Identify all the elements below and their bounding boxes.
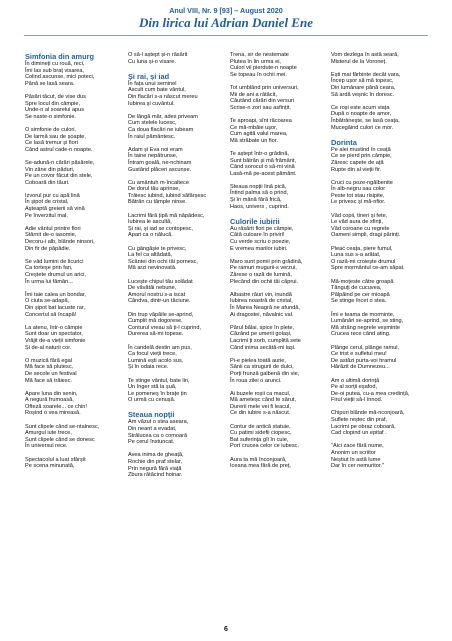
verse-line: Pe ramuri mugurii-s verzui, bbox=[230, 265, 297, 272]
stanza-gap bbox=[128, 239, 224, 246]
poem-title: Și rai, și iad bbox=[128, 71, 170, 81]
verse-line: Coboară din tăuri. bbox=[25, 179, 70, 186]
verse-line: Când astrul cade-n noapte. bbox=[25, 146, 93, 153]
verse-line: Îmi las sub braț visarea, bbox=[25, 67, 85, 74]
verse-line: Din șipot bat lacuste rar, bbox=[25, 304, 86, 311]
verse-line: Trena, sir de nestemate bbox=[230, 52, 289, 58]
verse-line: Lacrimi fără țipă mă năpădesc, bbox=[128, 212, 205, 219]
verse-line: Crucea rece când ating. bbox=[331, 331, 391, 338]
verse-line: Îmi e teama de morminte, bbox=[331, 311, 395, 318]
text-column-2 bbox=[128, 52, 224, 479]
stanza-gap bbox=[230, 177, 326, 184]
stanza-gap bbox=[331, 65, 427, 72]
verse-line: Ce roși este acum viața bbox=[331, 104, 390, 111]
verse-line: Gustând plăceri ascunse. bbox=[128, 166, 192, 173]
verse-line: Iubirea noastră de cristal, bbox=[230, 298, 293, 305]
stanza-gap bbox=[331, 404, 427, 411]
verse-line: De văvătăi nebune, bbox=[128, 285, 177, 292]
verse-line: Spectacolul a luat sfârșit bbox=[25, 456, 86, 463]
verse-line: Scrise-n zori sau asfințit. bbox=[230, 104, 291, 111]
verse-line: Lumină ești acolo sus, bbox=[128, 357, 184, 364]
stanza-gap bbox=[25, 252, 121, 259]
verse-line: Pe al sorții eșafod, bbox=[331, 384, 378, 391]
verse-line: Sunt clipele când se donesc bbox=[25, 436, 95, 443]
verse-line: Pleać ceața, piere fumul, bbox=[331, 245, 393, 252]
verse-line: "Aici zace fără nume, bbox=[331, 443, 384, 450]
verse-line: Întram goală, ne-nchinam bbox=[128, 159, 192, 166]
verse-line: Mă face să plutesc, bbox=[25, 364, 74, 371]
verse-line: Ce lasă tremur și fiori bbox=[25, 140, 78, 147]
verse-line: Plecând din ochii tăi căprui. bbox=[230, 278, 299, 285]
verse-line: Părul bălai, spice în plete, bbox=[230, 324, 295, 331]
verse-line: Pe scena minunată, bbox=[25, 463, 75, 470]
verse-line: Bat suferința gîi în cuie, bbox=[230, 436, 289, 443]
verse-line: Și în odaia rece. bbox=[128, 364, 169, 371]
verse-line: Lasă-mă pe-acest pământ. bbox=[230, 170, 297, 177]
verse-line: Iubirea și cuvântul. bbox=[128, 100, 175, 107]
verse-line: Te aproapi, sînt răcoarea bbox=[230, 117, 292, 124]
verse-line: O simfonie de culori, bbox=[25, 126, 76, 133]
verse-line: Îmi taie calea un bondar, bbox=[25, 291, 86, 298]
verse-line: Pe înverzitul mal. bbox=[25, 212, 68, 219]
stanza-gap bbox=[331, 131, 427, 138]
verse-line: Peste tot stau risipite, bbox=[331, 192, 385, 199]
verse-line: Te stinge vântul, bate lin, bbox=[128, 377, 190, 384]
verse-line: O rază-mi croiește drumul bbox=[331, 258, 396, 265]
stanza-gap bbox=[128, 371, 224, 378]
poem-title: Steaua nopții bbox=[128, 410, 175, 420]
verse-line: Ce mă-mbăie ușor, bbox=[230, 124, 278, 131]
verse-line: Te aștept într-o grădină, bbox=[230, 150, 290, 157]
verse-line: Amorul nostru s-a iscat bbox=[128, 291, 186, 298]
verse-line: A negură frumoasă, bbox=[25, 397, 74, 404]
verse-line: De secole un festival bbox=[25, 370, 77, 377]
verse-line: Sunt doar un spectator, bbox=[25, 331, 83, 338]
verse-line: Ești mai fărbinte decât vara, bbox=[331, 71, 401, 78]
stanza-gap bbox=[230, 78, 326, 85]
verse-line: Vin zâne din păduri, bbox=[25, 166, 75, 173]
poem-title: Dorinta bbox=[331, 137, 357, 147]
verse-line: În urma lui fămân... bbox=[25, 278, 73, 285]
verse-line: Apari ca o nălucă. bbox=[128, 232, 173, 239]
verse-line: Lumânări se-aprind, se sting, bbox=[331, 318, 404, 325]
stanza-gap bbox=[230, 351, 326, 358]
verse-line: Cumplit mă dogorese, bbox=[128, 318, 183, 325]
verse-line: Căzând pe umerii golași, bbox=[230, 331, 292, 338]
verse-line: Mă strâng negrele veșminte bbox=[331, 324, 401, 331]
verse-line: Hărăzit de Dumnezeu... bbox=[331, 364, 390, 371]
verse-line: Le văd aura de sfinți, bbox=[331, 219, 383, 226]
verse-line: Din lumânare până ceara, bbox=[331, 84, 396, 91]
verse-line: Pi-e pielea toată aurie, bbox=[230, 357, 286, 364]
verse-line: Culori vii pierdute-n noapte bbox=[230, 65, 297, 72]
verse-line: Pe un covor făcut din stele, bbox=[25, 173, 93, 180]
verse-line: Lacrimi ți sorb, cumplită sete bbox=[230, 337, 301, 344]
stanza-gap bbox=[25, 219, 121, 226]
verse-line: Au răsărit flori pe câmpie, bbox=[230, 225, 294, 232]
verse-line: Port crucea celor ce iubesc. bbox=[230, 443, 300, 450]
verse-line: Întind palma să o prind, bbox=[230, 190, 289, 197]
verse-line: Ce trist e sufletul meu! bbox=[331, 351, 387, 358]
verse-line: Colind ascunse, mici poteci, bbox=[25, 74, 95, 81]
verse-line: Sânii ca strugurii de dulci, bbox=[230, 364, 294, 371]
page-number: 6 bbox=[224, 626, 228, 633]
verse-line: Anonim un scriitor bbox=[331, 450, 376, 457]
verse-line: Să ardă veșnic în doresc. bbox=[331, 91, 395, 98]
verse-line: Strălucea ca o comoară bbox=[128, 432, 188, 439]
verse-line: Văd copii, tineri și fete, bbox=[331, 212, 388, 219]
verse-line: Din neant a evadat, bbox=[128, 426, 177, 433]
verse-line: Lacrimi pe obraz coboară, bbox=[331, 423, 396, 430]
stanza-gap bbox=[331, 371, 427, 378]
verse-line: Maro sunt pomii prin grădină, bbox=[230, 258, 303, 265]
stanza-gap bbox=[128, 65, 224, 72]
stanza-gap bbox=[331, 437, 427, 444]
verse-line: Când inima secătă-mi lași. bbox=[230, 344, 296, 351]
verse-line: În universul rece. bbox=[25, 443, 68, 450]
stanza-gap bbox=[128, 272, 224, 279]
verse-line: Bătrân cu tâmple ninse. bbox=[128, 199, 187, 206]
verse-line: Firul vieții să-l înnod. bbox=[331, 397, 383, 404]
stanza-gap bbox=[230, 417, 326, 424]
verse-line: Avea inima de gheață, bbox=[128, 452, 184, 459]
verse-line: Am o ultimă dorință bbox=[331, 377, 380, 384]
verse-line: În alb-negru sau color bbox=[331, 186, 386, 193]
verse-line: Pe cerul înstuncat. bbox=[128, 439, 175, 446]
verse-line: Din fir de păpădie. bbox=[25, 245, 71, 252]
verse-line: Și în mână fără frică, bbox=[230, 197, 282, 204]
verse-line: Ofteză soarele... ce chin! bbox=[25, 403, 87, 410]
verse-line: Le pomeneș în brațe țin bbox=[128, 390, 187, 397]
stanza-gap bbox=[331, 272, 427, 279]
verse-line: În Marea Neagră ne afundă, bbox=[230, 304, 300, 311]
verse-line: Steaua nopții lină pică, bbox=[230, 183, 287, 190]
verse-line: Apare luna din senin, bbox=[25, 390, 78, 397]
verse-line: Când sorocul o să-mi vină bbox=[230, 164, 295, 171]
verse-line: Ca torteșe prin fan, bbox=[25, 265, 73, 272]
verse-line: Plânge cerul, plânge ramul, bbox=[331, 344, 400, 351]
verse-line: Sunt bătrân și mă frământ, bbox=[230, 157, 296, 164]
verse-line: Contur de antică statuie, bbox=[230, 423, 291, 430]
stanza-gap bbox=[331, 98, 427, 105]
verse-line: Spre locul din câmpie, bbox=[25, 100, 81, 107]
verse-line: Cruci cu poze-ngălbenite bbox=[331, 179, 393, 186]
text-column-3 bbox=[230, 52, 326, 470]
verse-line: O urmă cu cenușă. bbox=[128, 397, 176, 404]
verse-line: În dimineți cu rouă, reci, bbox=[25, 61, 85, 67]
verse-line: La atenu, într-o câmpie bbox=[25, 324, 83, 331]
stanza-gap bbox=[128, 140, 224, 147]
verse-line: Tot umblând prin universuri, bbox=[230, 84, 299, 91]
verse-line: O ciuta se-adapă, bbox=[25, 298, 70, 305]
verse-line: E vremea marilor iubiri. bbox=[230, 245, 288, 252]
verse-line: Sunt clipele când se-ntalnesc, bbox=[25, 423, 100, 430]
verse-line: Din flacări s-a născut mereu bbox=[128, 93, 198, 100]
stanza-gap bbox=[230, 210, 326, 217]
verse-line: Mucegăind culori ce mor. bbox=[331, 124, 394, 131]
verse-line: Se topeau în ochii mei. bbox=[230, 71, 287, 78]
verse-line: Pălpăind pe cer mioapă bbox=[331, 291, 390, 298]
stanza-gap bbox=[25, 120, 121, 127]
verse-line: Cu gângășie te privesc, bbox=[128, 245, 187, 252]
verse-line: Pe alei mustind în ceață bbox=[331, 146, 391, 153]
verse-line: Ai buzele roșii ca macul, bbox=[230, 390, 291, 397]
stanza-gap bbox=[25, 186, 121, 193]
verse-line: Un înger stă la șuă, bbox=[128, 384, 177, 391]
verse-line: Amurgul iute trece, bbox=[25, 430, 72, 437]
page-title: Din lirica lui Adrian Daniel Ene bbox=[139, 15, 313, 30]
verse-line: Conturul vreau să ți-l cuprind, bbox=[128, 324, 202, 331]
verse-line: Rupte din al vieții fir. bbox=[331, 166, 382, 173]
header-divider bbox=[24, 35, 428, 36]
verse-line: Mă străbate un fior. bbox=[230, 137, 278, 144]
verse-line: Porți frunză galbenă din vie, bbox=[230, 370, 300, 377]
verse-line: Iubirea le ascultă, bbox=[128, 219, 172, 226]
verse-line: Durerea să-mi topese. bbox=[128, 331, 184, 338]
verse-line: Așteaptă greierii să vină bbox=[25, 206, 85, 213]
verse-line: Văd coroane cu regrete bbox=[331, 225, 390, 232]
verse-line: Le privesc și mă-nfior. bbox=[331, 199, 386, 206]
verse-line: Suflete reștec din praf, bbox=[331, 417, 387, 424]
stanza-gap bbox=[230, 144, 326, 151]
stanza-gap bbox=[331, 173, 427, 180]
verse-line: Vrăjit de-a vieții simfonie bbox=[25, 337, 86, 344]
verse-line: Am văzut o stea aseara, bbox=[128, 419, 189, 426]
verse-line: O muzică fără egal bbox=[25, 357, 72, 364]
verse-line: Cum stelele lucesc, bbox=[128, 120, 177, 127]
verse-line: Încep ușor să mă topesc, bbox=[331, 78, 394, 85]
verse-line: Luna sus s-a arătat, bbox=[331, 252, 381, 259]
stanza-gap bbox=[128, 206, 224, 213]
stanza-gap bbox=[25, 318, 121, 325]
verse-line: Concertul să încapă! bbox=[25, 311, 77, 318]
verse-line: De lângă măr, ades priveam bbox=[128, 113, 198, 120]
verse-line: Mă-moțeste către groapă bbox=[331, 278, 394, 285]
verse-line: Misterul de la Voroneț. bbox=[331, 58, 387, 65]
verse-line: Lucește chipul tău solădat bbox=[128, 278, 193, 285]
verse-line: Ascult cum bate vântul, bbox=[128, 87, 186, 94]
verse-line: Din trup văpăile se-aprind, bbox=[128, 311, 194, 318]
verse-line: Și de-al naturii cor. bbox=[25, 344, 72, 351]
verse-line: Înbătrânește, se lasă ceața, bbox=[331, 117, 400, 124]
verse-line: Mii de ani a rătăcit, bbox=[230, 91, 277, 98]
verse-line: Ca doua flacări ne iubeam bbox=[128, 126, 194, 133]
verse-line: Dar în cer nemuritor." bbox=[331, 463, 384, 470]
verse-line: În fața unui seminel bbox=[128, 80, 177, 87]
verse-line: Ce din iubire s-a născut. bbox=[230, 410, 291, 417]
verse-line: Tănguți de cucuvea, bbox=[331, 285, 382, 292]
verse-line: Mă ameteșc când te sărut, bbox=[230, 397, 296, 404]
text-column-4 bbox=[331, 52, 427, 470]
verse-line: În taine nepătrunse, bbox=[128, 153, 178, 160]
verse-line: Cu patimi sidefii ciopesc, bbox=[230, 430, 292, 437]
verse-line: Ce se pierd prin câmpie, bbox=[331, 153, 392, 160]
verse-line: Și rai, și iad se contopesc, bbox=[128, 225, 193, 232]
stanza-gap bbox=[128, 173, 224, 180]
verse-line: Scântei din ochi tăi pornesc, bbox=[128, 258, 198, 265]
verse-line: Trăiesc iubind, iubind săfârșesc bbox=[128, 192, 207, 199]
text-column-1 bbox=[25, 52, 121, 470]
verse-line: Căutând cărări din versuri bbox=[230, 98, 295, 105]
verse-line: Cum agită valul marea, bbox=[230, 131, 288, 138]
verse-line: Ai dragostei, năvalnic val. bbox=[230, 311, 294, 318]
stanza-gap bbox=[25, 87, 121, 94]
stanza-gap bbox=[331, 239, 427, 246]
verse-line: Cad clopind un epitaf . bbox=[331, 430, 387, 437]
verse-line: Se naste-o simfonie. bbox=[25, 113, 76, 120]
stanza-gap bbox=[25, 351, 121, 358]
stanza-gap bbox=[128, 338, 224, 345]
verse-line: Chipuri blânde mă-nconjoară, bbox=[331, 410, 405, 417]
verse-line: Roșind o vea mireasă. bbox=[25, 410, 81, 417]
stanza-gap bbox=[25, 384, 121, 391]
verse-line: Se stinge încet o stea. bbox=[331, 298, 387, 305]
verse-line: Cu luna și-o visare. bbox=[128, 58, 176, 65]
stanza-gap bbox=[230, 252, 326, 259]
verse-line: Se văd lumini de licurici bbox=[25, 258, 84, 265]
verse-line: Vom dezlega în astă seară, bbox=[331, 52, 399, 58]
stanza-gap bbox=[230, 318, 326, 325]
stanza-gap bbox=[128, 404, 224, 411]
verse-line: O să-l aștept și-n răsărit bbox=[128, 52, 188, 58]
verse-line: Decoru-i alb, blânde ninsori, bbox=[25, 239, 95, 246]
verse-line: De dorul tău aprinse, bbox=[128, 186, 180, 193]
verse-line: După o noapte de amor, bbox=[331, 111, 392, 118]
verse-line: Neștiut în astă lume bbox=[331, 456, 381, 463]
verse-line: Izvorul pur cu apă lină bbox=[25, 192, 80, 199]
stanza-gap bbox=[230, 450, 326, 457]
verse-line: Zâresc capete de ață bbox=[331, 159, 384, 166]
verse-line: De larmă sau de șoapte, bbox=[25, 133, 86, 140]
verse-line: Cu amântuh m-încaltece bbox=[128, 179, 189, 186]
verse-line: Cândva, dintr-un tăciune. bbox=[128, 298, 191, 305]
verse-line: În șipot de cristal, bbox=[25, 199, 69, 206]
verse-line: Zârese o rază de lumină, bbox=[230, 272, 292, 278]
verse-line: Oameni simpli, dragi părinți. bbox=[331, 232, 401, 239]
verse-line: Până se lasă seara. bbox=[25, 80, 75, 87]
stanza-gap bbox=[331, 305, 427, 312]
verse-line: Creștete drumul un arici, bbox=[25, 272, 86, 278]
page-header bbox=[0, 6, 452, 30]
verse-line: Adam și Eva noi eram bbox=[128, 146, 183, 153]
stanza-gap bbox=[25, 153, 121, 160]
verse-line: Stârnit de-o iasomie, bbox=[25, 232, 77, 239]
stanza-gap bbox=[25, 450, 121, 457]
verse-line: Unde-n al soarelui apus bbox=[25, 107, 85, 114]
stanza-gap bbox=[128, 446, 224, 453]
verse-line: Rochie din praf stelar, bbox=[128, 459, 183, 466]
verse-line: Ca focul vieții trece, bbox=[128, 351, 177, 358]
stanza-gap bbox=[128, 107, 224, 114]
verse-line: În raiul pământesc. bbox=[128, 133, 176, 140]
stanza-gap bbox=[331, 206, 427, 213]
verse-line: Plutea în lin urma ei, bbox=[230, 58, 281, 65]
poem-title: Culorile iubirii bbox=[230, 216, 280, 226]
stanza-gap bbox=[128, 305, 224, 312]
verse-line: Zbura rătăcind hoinar. bbox=[128, 472, 183, 479]
verse-line: Durerii mele vei fi leacul, bbox=[230, 403, 291, 410]
verse-line: Cu verde scriu o poezie, bbox=[230, 239, 291, 246]
verse-line: Mă arzi nevinovată. bbox=[128, 265, 177, 272]
stanza-gap bbox=[230, 384, 326, 391]
verse-line: Spre mormântul ce-am săpat. bbox=[331, 265, 405, 272]
verse-line: Haos, univers , cuprind. bbox=[230, 203, 289, 210]
verse-line: În roua zilei o arunci. bbox=[230, 377, 282, 384]
stanza-gap bbox=[25, 417, 121, 424]
verse-line: Câtă culoare în priviri! bbox=[230, 232, 285, 239]
verse-line: Se-adună-n cărări păsărele, bbox=[25, 159, 95, 166]
verse-line: Prin negură fără viață bbox=[128, 465, 182, 472]
stanza-gap bbox=[230, 285, 326, 292]
verse-line: Mă face să trăiesc. bbox=[25, 377, 72, 384]
verse-line: Aura ta mă înconjoară, bbox=[230, 456, 287, 463]
verse-line: Iceana mea fără de preț, bbox=[230, 463, 291, 470]
verse-line: Adie vântul printre flori bbox=[25, 225, 81, 232]
stanza-gap bbox=[331, 338, 427, 345]
verse-line: De astăzi purta-voi hramul bbox=[331, 357, 397, 364]
verse-line: În candelă destin am pus, bbox=[128, 344, 192, 351]
verse-line: Albastre râuri vin, inundă bbox=[230, 291, 292, 298]
poem-title: Simfonia din amurg bbox=[25, 52, 94, 61]
stanza-gap bbox=[25, 285, 121, 292]
verse-line: Păsări tăcut, de vise dus bbox=[25, 93, 86, 100]
verse-line: La fel ca altădată, bbox=[128, 252, 173, 259]
issue-line: Anul VIII, Nr. 9 [93] – August 2020 bbox=[169, 6, 283, 15]
verse-line: De-oi putea, cu-a mea credință, bbox=[331, 390, 410, 397]
stanza-gap bbox=[230, 111, 326, 118]
